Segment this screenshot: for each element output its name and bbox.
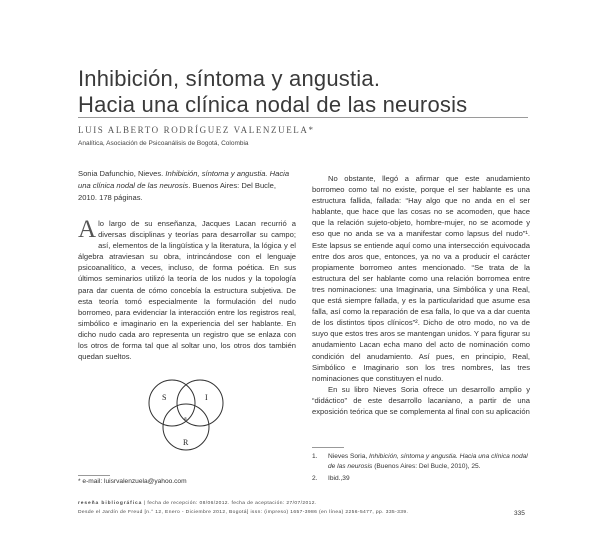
left-footnote-rule — [78, 475, 110, 476]
footer-section-label: reseña bibliográfica — [78, 501, 143, 506]
footnotes — [312, 452, 530, 484]
drop-cap: A — [78, 216, 97, 243]
ref-author: Sonia Dafunchio, Nieves. — [78, 169, 164, 178]
footnote-1 — [312, 452, 530, 471]
author-affiliation: Analítica, Asociación de Psicoanálisis de Bogotá, Colombia — [78, 140, 249, 147]
footer-line-2: Desde el Jardín de Freud [n.° 12, Enero - Diciembre 2012, Bogotá] issn: (impreso) 1657-3986 (en línea) 2256-5477, pp. 335-339. — [78, 509, 409, 515]
right-column — [312, 173, 530, 417]
left-column — [78, 168, 296, 362]
footer-line-1 — [78, 500, 530, 509]
footer-dates: | fecha de recepción: 08/06/2012. fecha de aceptación: 27/07/2012. — [142, 501, 317, 506]
footnote-1-number: 1. — [312, 453, 318, 460]
footnote-1-rest: (Buenos Aires: Del Bucle, 2010), 25. — [372, 462, 481, 470]
author-email-footnote: * e-mail: luisrvalenzuela@yahoo.com — [78, 478, 187, 485]
right-paragraph-1: No obstante, llegó a afirmar que este anudamiento borromeo como tal no existe, porque el ser hablante es una estructura fallida, fallada: “Hay algo que no anda en el ser hablante, que hace que las cosas no se acomoden, que hace que la relación sujeto-objeto, hombre-mujer, no se acomode y eso que no anda se va a manifestar como lapsus del nudo”¹. Este lapsus se entiende aquí como una intersección equivocada entre dos aros que, entonces, ya no va a producir el carácter propiamente borromeo antes mencionado. “Se trata de la estructura del ser hablante como una relación borromea entre tres nominaciones: una Imaginaria, una Simbólica y una Real, que está siempre fallada, y es la particularidad que asume esa falla, así como la reparación de esa falla, lo que va a dar cuenta de los distintos tipos clínicos”². Dicho de otro modo, no va de suyo que estos tres aros se mantengan unidos. Y para figurar su anudamiento Lacan echa mano del acto de nominación como condición del anudamiento. Así pues, en principio, Real, Simbólico e Imaginario son los tres nombres, las tres nominaciones que constituyen el nudo. — [312, 174, 530, 383]
title-rule — [78, 117, 528, 118]
right-footnote-rule — [312, 447, 344, 448]
label-s: S — [162, 393, 167, 402]
borromean-knot-diagram — [142, 373, 230, 463]
ref-title: Inhibición, síntoma y angustia. Hacia una clínica nodal de las neurosis — [78, 169, 290, 190]
left-paragraph-1 — [78, 218, 296, 362]
page-number: 335 — [514, 510, 525, 517]
right-paragraph-2: En su libro Nieves Soria ofrece un desarrollo amplio y “didáctico” de este desarrollo lacaniano, a partir de una exposición teórica que se complementa al final con su aplicación — [312, 384, 530, 416]
label-i: I — [205, 393, 208, 402]
footnote-2-text: Ibid.,39 — [328, 475, 350, 483]
reviewed-book-reference — [78, 168, 296, 204]
footnote-2-number: 2. — [312, 475, 318, 483]
article-title — [78, 66, 538, 118]
title-line-1: Inhibición, síntoma y angustia. — [78, 66, 381, 91]
page-footer — [78, 500, 530, 517]
ring-symbolic — [149, 380, 195, 426]
left-paragraph-1-text: lo largo de su enseñanza, Jacques Lacan recurrió a diversas disciplinas y teorías para desarrollar su campo; así, elementos de la lingüística y la literatura, la lógica y el álgebra atraviesan su obra, intrincándose con el lenguaje psicoanalítico, a veces, incluso, de forma poética. En sus últimos seminarios utilizó la teoría de los nudos y la topología para dar cuenta de cómo concebía la estructura subjetiva. De esta teoría tomó especialmente la formulación del nudo borromeo, para evidenciar la interacción entre los registros real, simbólico e imaginario en la experiencia del ser hablante. En dicho nudo cada aro representa un registro que se enlaza con los otros de forma tal que al soltar uno, los otros dos también quedan sueltos. — [78, 219, 296, 362]
footnote-1-title: Inhibición, síntoma y angustia. Hacia una clínica nodal de las neurosis — [328, 453, 528, 470]
title-line-2: Hacia una clínica nodal de las neurosis — [78, 92, 468, 117]
label-a: a — [184, 416, 187, 422]
ref-rest: . Buenos Aires: Del Bucle, 2010. 178 páginas. — [78, 181, 276, 202]
footnote-1-author: Nieves Soria, — [328, 453, 370, 460]
author-name: LUIS ALBERTO RODRÍGUEZ VALENZUELA* — [78, 125, 315, 135]
footnote-2 — [312, 474, 530, 484]
label-r: R — [183, 438, 189, 447]
